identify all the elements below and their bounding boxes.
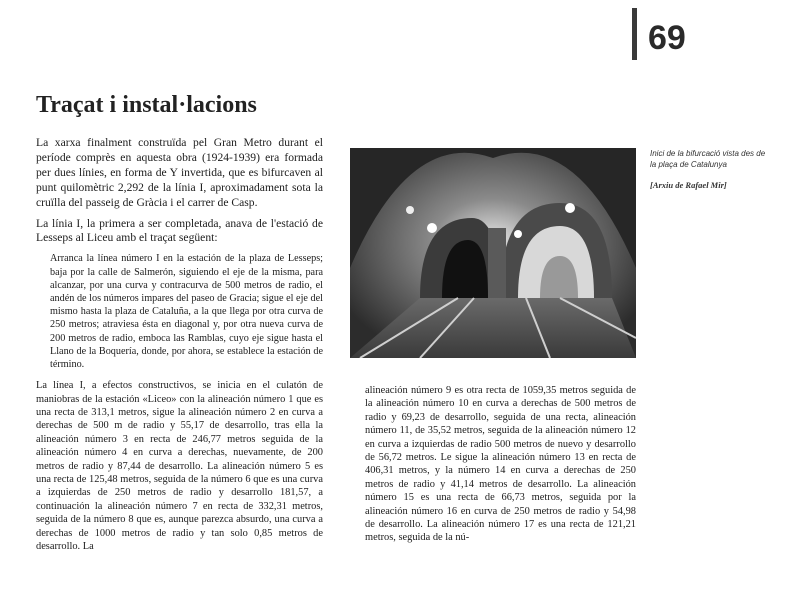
page-number-bar: [632, 8, 637, 60]
intro-paragraph-1: La xarxa finalment construïda pel Gran Metro durant el període comprès en aquesta obra (1924-1939) era formada per dues línies, en forma de Y invertida, que es bifurcaven al punt quilomètric 2,292 de la línia I, aproximadament sota la cruïlla del passeig de Gràcia i el carrer de Casp.: [36, 136, 323, 209]
body-paragraph-left: La línea I, a efectos constructivos, se inicia en el culatón de maniobras de la estación «Liceo» con la alineación número 1 que es una recta de 313,1 metros, sigue la alineación número 2 en curva a derechas de 500 m de radio y 55,17 de desarrollo, tras ella la alineación número 3 en recta de 246,77 metros seguida de la alineación número 4 en curva a derechas, nuevamente, de 200 metros de radio y 87,44 de desarrollo. La alineación número 5 es una recta de 125,48 metros, seguida de la número 6 que es una curva a izquierdas de 250 metros de radio y desarrollo 181,57, a continuación la alineación número 7 en recta de 332,31 metros, seguida de la número 8 que es, aunque parezca absurdo, una curva a derechas de 1000 metros de radio y tan solo 0,85 metros de desarrollo. La: [36, 380, 323, 553]
section-title: Traçat i instal·lacions: [36, 92, 257, 118]
caption-credit: [Arxiu de Rafael Mir]: [650, 180, 727, 190]
caption-text: Inici de la bifurcació vista des de la plaça de Catalunya: [650, 149, 766, 169]
page-number: 69: [648, 19, 686, 57]
intro-paragraph-2: La línia I, la primera a ser completada, anava de l'estació de Lesseps al Liceu amb el traçat següent:: [36, 216, 323, 245]
body-paragraph-right: alineación número 9 es otra recta de 1059,35 metros seguida de la alineación número 10 en curva a derechas de 500 metros de radio y 69,23 de desarrollo, seguida de una recta, alineación número 11, de 35,52 metros, seguida de la alineación número 12 en curva a izquierdas de radio 500 metros de nuevo y desarrollo de 56,72 metros. Le sigue la alineación número 13 en recta de 406,31 metros, y la número 14 en curva a derechas de 250 metros de radio y 41,14 metros de desarrollo. La alineación número 15 es una recta de 66,73 metros, seguida por la alineación número 16 en curva de 250 metros de radio y 54,98 de desarrollo. La alineación número 17 es una recta de 121,21 metros, seguida de la nú-: [365, 385, 636, 544]
left-column: [36, 136, 323, 559]
right-column: [365, 384, 636, 551]
block-quote: Arranca la línea número I en la estación de la plaza de Lesseps; baja por la calle de Salmerón, siguiendo el eje de la misma, para alcanzar, por una curva y contracurva de 500 metros de radio, el andén de los números impares del paseo de Gracia; sigue el eje del mismo hasta la plaza de Cataluña, a la que llega por otra curva de 250 metros; atraviesa ésta en diagonal y, por otra nueva curva de 200 metros de radio, emboca las Ramblas, cuyo eje sigue hasta el Llano de la Boquería, donde, por ahora, se establece la estación de término.: [50, 253, 323, 370]
tunnel-photo: [350, 148, 636, 358]
photo-caption: [650, 148, 770, 191]
tunnel-photo-image: [350, 148, 636, 358]
